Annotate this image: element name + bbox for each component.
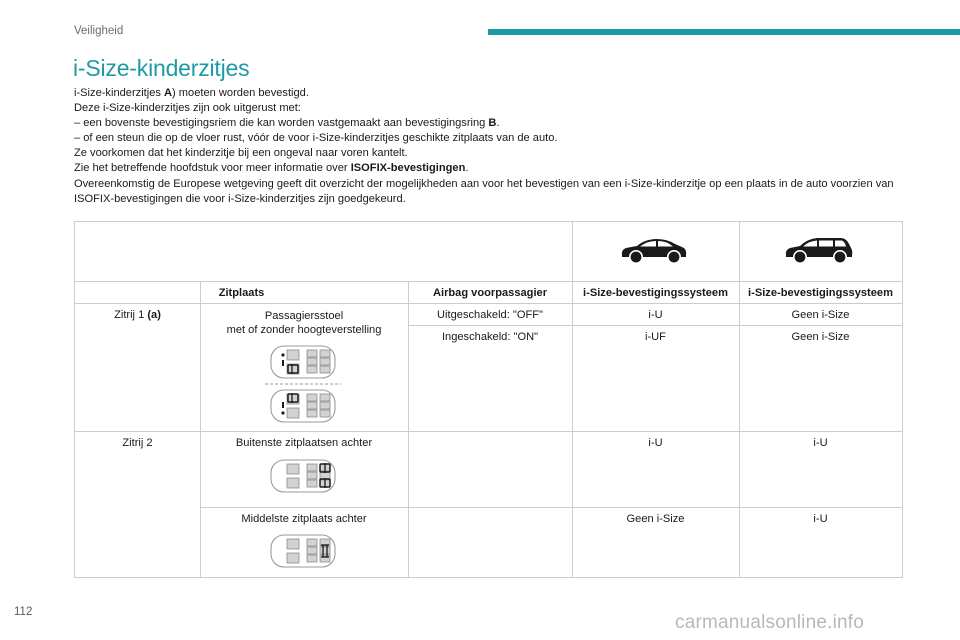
isize-value: Geen i-Size <box>626 513 685 525</box>
seat-passagiersstoel: Passagiersstoel met of zonder hoogteverstelling <box>226 310 382 336</box>
header-airbag: Airbag voorpassagier <box>432 287 548 299</box>
isize-value: i-U <box>813 513 828 525</box>
middle-rear-seat-diagram <box>265 532 341 570</box>
isize-value: Geen i-Size <box>791 331 850 343</box>
page-title: i-Size-kinderzitjes <box>73 55 250 81</box>
isize-value: i-UF <box>645 331 666 343</box>
airbag-on: Ingeschakeld: "ON" <box>441 331 539 343</box>
paragraph: Deze i-Size-kinderzitjes zijn ook uitgerust met: <box>74 102 301 115</box>
isize-value: Geen i-Size <box>791 309 850 321</box>
seat-middle-rear: Middelste zitplaats achter <box>241 513 367 525</box>
list-item: – een bovenste bevestigingsriem die kan worden vastgemaakt aan bevestigingsring B. <box>74 117 500 130</box>
isize-value: i-U <box>813 437 828 449</box>
paragraph: i-Size-kinderzitjes A) moeten worden bevestigd. <box>74 87 309 99</box>
page-number: 112 <box>14 606 33 618</box>
isize-value: i-U <box>648 309 663 321</box>
header-zitplaats: Zitplaats <box>218 287 265 299</box>
row-label-zitrij-2: Zitrij 2 <box>122 437 153 449</box>
body-text <box>74 86 914 207</box>
paragraph: Overeenkomstig de Europese wetgeving geeft dit overzicht der mogelijkheden aan voor het bevestigen van een i-Size-kinderzitje op een plaats in de auto voorzien van ISOFIX-bevestigingen die voor i-Size-kinderzitjes zijn goedgekeurd. <box>74 177 894 205</box>
watermark: carmanualsonline.info <box>675 612 865 633</box>
header-isize-1: i-Size-bevestigingssysteem <box>583 287 728 299</box>
estate-car-icon <box>783 234 855 266</box>
outer-rear-seats-diagram <box>265 457 341 495</box>
header-isize-2: i-Size-bevestigingssysteem <box>748 287 893 299</box>
paragraph: Ze voorkomen dat het kinderzitje bij een ongeval naar voren kantelt. <box>74 147 408 160</box>
front-passenger-seat-diagram <box>265 344 341 424</box>
airbag-off: Uitgeschakeld: "OFF" <box>437 309 543 321</box>
isize-value: i-U <box>648 437 663 449</box>
header-accent-bar <box>488 29 960 35</box>
paragraph: Zie het betreffende hoofdstuk voor meer informatie over ISOFIX-bevestigingen. <box>74 162 469 175</box>
list-item: – of een steun die op de vloer rust, vóór de voor i-Size-kinderzitjes geschikte zitplaats van de auto. <box>74 132 558 145</box>
seat-outer-rear: Buitenste zitplaatsen achter <box>235 437 373 449</box>
hatchback-car-icon <box>619 234 689 266</box>
section-label: Veiligheid <box>74 25 124 37</box>
isize-table <box>74 221 903 578</box>
row-label-zitrij-1: Zitrij 1 (a) <box>114 309 161 321</box>
